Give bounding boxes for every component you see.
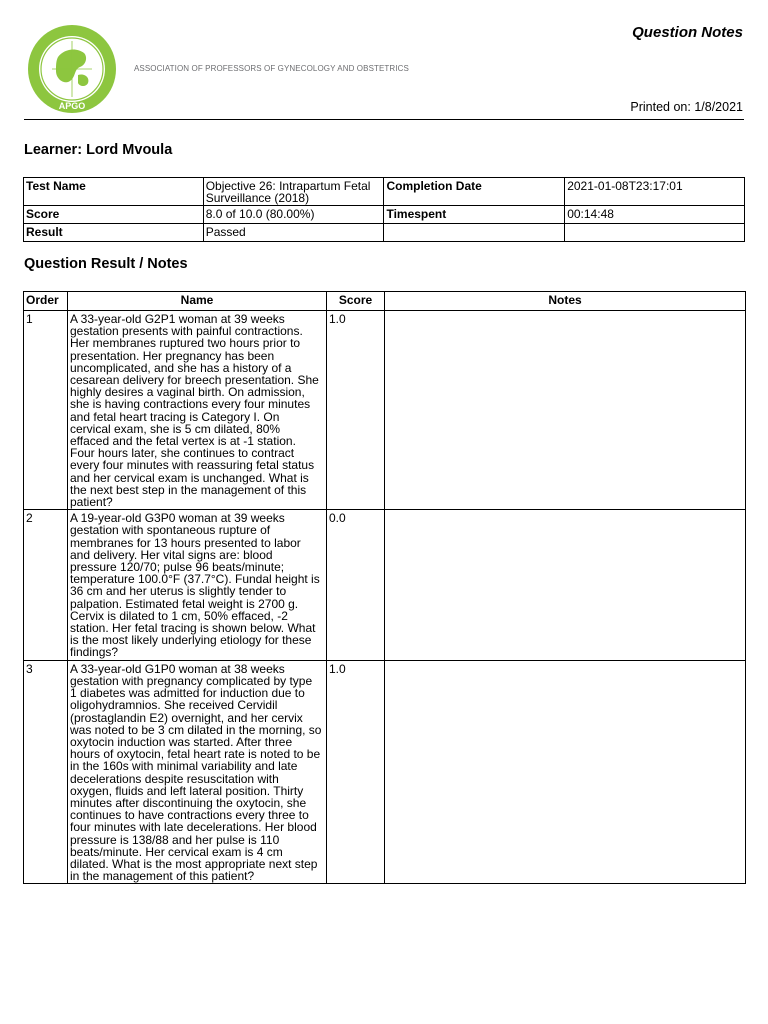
timespent-value: 00:14:48 bbox=[565, 206, 745, 224]
summary-row-score bbox=[24, 206, 745, 224]
empty-cell bbox=[565, 224, 745, 242]
summary-row-result bbox=[24, 224, 745, 242]
column-header-score: Score bbox=[327, 292, 385, 311]
results-header-row bbox=[24, 292, 746, 311]
logo-apgo-text: APGO bbox=[58, 101, 86, 111]
row-notes bbox=[385, 510, 746, 660]
table-row bbox=[24, 660, 746, 884]
document-title: Question Notes bbox=[632, 24, 743, 41]
row-order: 3 bbox=[24, 660, 68, 884]
test-summary-table bbox=[23, 177, 745, 242]
result-label: Result bbox=[24, 224, 204, 242]
learner-label: Learner: bbox=[24, 142, 83, 158]
row-score: 1.0 bbox=[327, 660, 385, 884]
summary-row-test bbox=[24, 178, 745, 206]
printed-label: Printed on: bbox=[630, 100, 691, 114]
question-results-table bbox=[23, 291, 746, 884]
learner-name: Lord Mvoula bbox=[86, 142, 173, 158]
column-header-notes: Notes bbox=[385, 292, 746, 311]
test-name-value: Objective 26: Intrapartum Fetal Surveillance (2018) bbox=[203, 178, 384, 206]
empty-cell bbox=[384, 224, 565, 242]
section-title: Question Result / Notes bbox=[24, 256, 188, 272]
test-name-label: Test Name bbox=[24, 178, 204, 206]
row-question: A 19-year-old G3P0 woman at 39 weeks gestation with spontaneous rupture of membranes for 13 hours presented to labor and delivery. Her vital signs are: blood pressure 120/70; pulse 96 beats/minute; temperature 100.0°F (37.7°C). Fundal height is 36 cm and her uterus is slightly tender to palpation. Estimated fetal weight is 2700 g. Cervix is dilated to 1 cm, 50% effaced, -2 station. Her fetal tracing is shown below. What is the most likely underlying etiology for these findings? bbox=[68, 510, 327, 660]
row-score: 1.0 bbox=[327, 311, 385, 510]
score-label: Score bbox=[24, 206, 204, 224]
apgo-logo bbox=[26, 23, 118, 115]
row-question: A 33-year-old G1P0 woman at 38 weeks gestation with pregnancy complicated by type 1 diabetes was admitted for induction due to oligohydramnios. She received Cervidil (prostaglandin E2) overnight, and her cervix was noted to be 3 cm dilated in the morning, so oxytocin induction was started. After three hours of oxytocin, fetal heart rate is noted to be in the 160s with minimal variability and late decelerations despite resuscitation with oxygen, fluids and left lateral position. Thirty minutes after discontinuing the oxytocin, she continues to have contractions every three to four minutes with late decelerations. Her blood pressure is 138/88 and her pulse is 110 beats/minute. Her cervical exam is 4 cm dilated. What is the most appropriate next step in the management of this patient? bbox=[68, 660, 327, 884]
completion-date-value: 2021-01-08T23:17:01 bbox=[565, 178, 745, 206]
row-score: 0.0 bbox=[327, 510, 385, 660]
printed-on bbox=[630, 100, 743, 114]
row-order: 2 bbox=[24, 510, 68, 660]
row-order: 1 bbox=[24, 311, 68, 510]
completion-date-label: Completion Date bbox=[384, 178, 565, 206]
result-value: Passed bbox=[203, 224, 384, 242]
table-row bbox=[24, 311, 746, 510]
row-notes bbox=[385, 311, 746, 510]
timespent-label: Timespent bbox=[384, 206, 565, 224]
table-row bbox=[24, 510, 746, 660]
row-question: A 33-year-old G2P1 woman at 39 weeks gestation presents with painful contractions. Her membranes ruptured two hours prior to presentation. Her pregnancy has been uncomplicated, and she has a history of a cesarean delivery for breech presentation. She highly desires a vaginal birth. On admission, she is having contractions every four minutes and fetal heart tracing is Category I. On cervical exam, she is 5 cm dilated, 80% effaced and the fetal vertex is at -1 station. Four hours later, she continues to contract every four minutes with reassuring fetal status and her cervical exam is unchanged. What is the next best step in the management of this patient? bbox=[68, 311, 327, 510]
header-divider bbox=[24, 119, 744, 120]
learner-heading bbox=[24, 142, 172, 158]
column-header-name: Name bbox=[68, 292, 327, 311]
printed-date: 1/8/2021 bbox=[694, 100, 743, 114]
organization-name: ASSOCIATION OF PROFESSORS OF GYNECOLOGY AND OBSTETRICS bbox=[134, 64, 409, 73]
row-notes bbox=[385, 660, 746, 884]
column-header-order: Order bbox=[24, 292, 68, 311]
score-value: 8.0 of 10.0 (80.00%) bbox=[203, 206, 384, 224]
